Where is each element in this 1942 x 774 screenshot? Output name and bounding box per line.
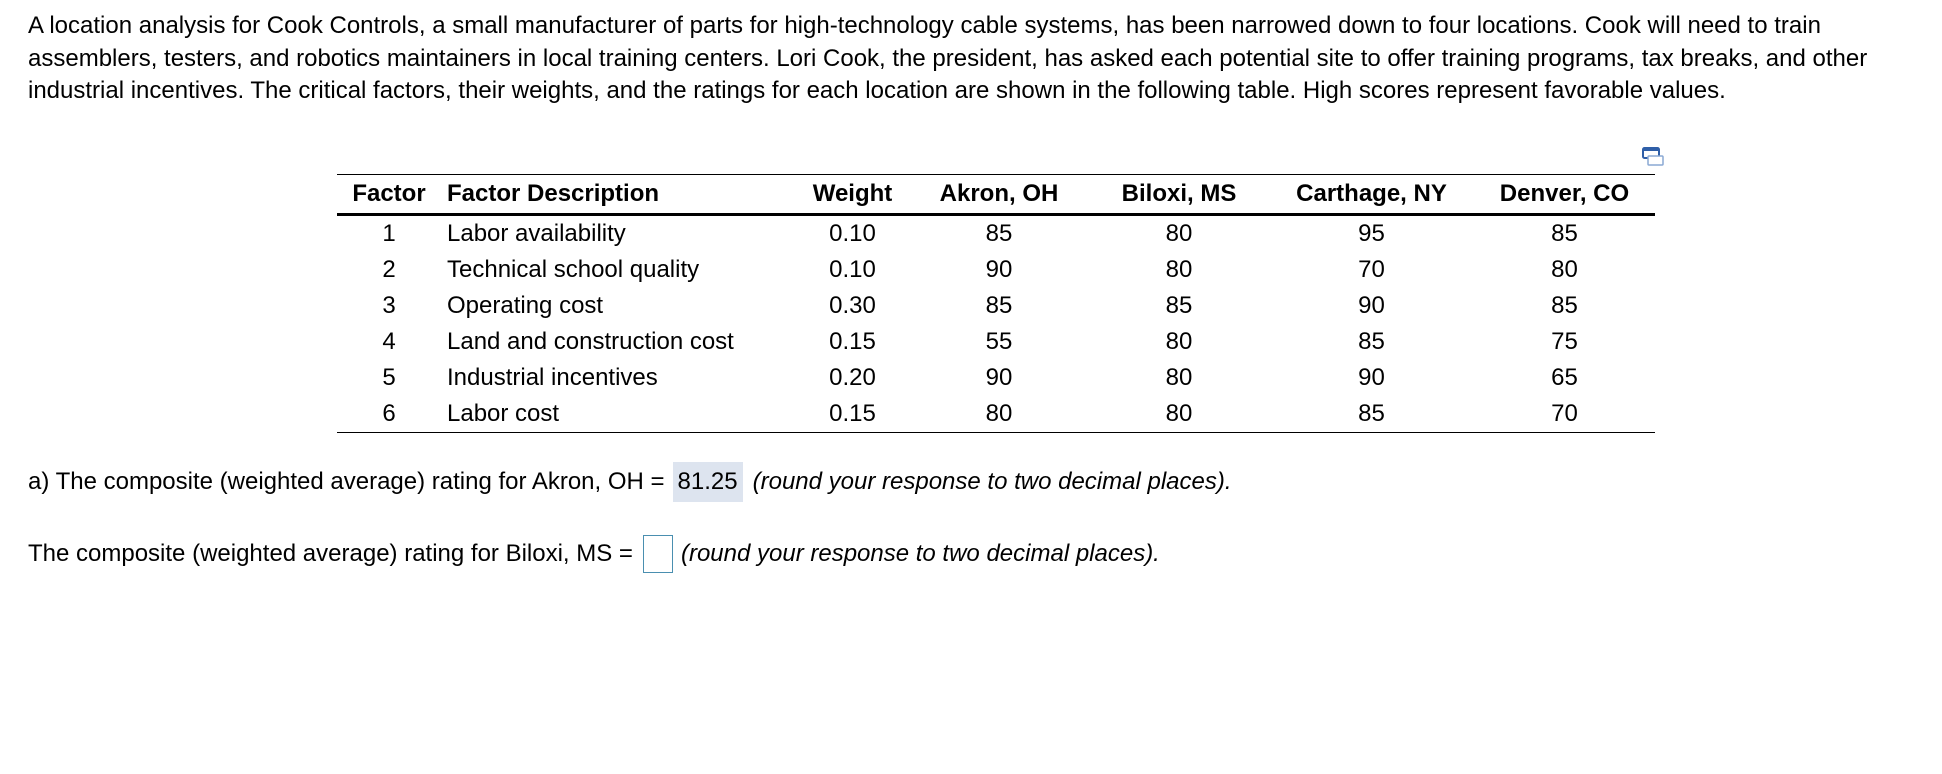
header-description: Factor Description — [447, 180, 660, 207]
cell-denver: 65 — [1551, 364, 1578, 391]
cell-biloxi: 80 — [1165, 328, 1193, 355]
cell-carthage: 70 — [1358, 256, 1385, 283]
cell-akron: 90 — [985, 256, 1013, 283]
biloxi-answer-input[interactable] — [643, 535, 673, 573]
cell-carthage: 90 — [1358, 292, 1385, 319]
question-akron-hint: (round your response to two decimal places). — [752, 468, 1232, 495]
cell-factor: 5 — [382, 364, 396, 391]
cell-description: Labor availability — [447, 220, 626, 247]
question-biloxi — [28, 534, 1160, 574]
cell-denver: 80 — [1551, 256, 1578, 283]
cell-akron: 55 — [985, 328, 1013, 355]
cell-description: Labor cost — [447, 400, 560, 427]
cell-akron: 85 — [985, 220, 1013, 247]
cell-carthage: 95 — [1358, 220, 1385, 247]
cell-factor: 3 — [382, 292, 396, 319]
header-biloxi: Biloxi, MS — [1121, 180, 1237, 207]
question-akron-prompt: a) The composite (weighted average) rating for Akron, OH = — [28, 468, 665, 495]
cell-denver: 85 — [1551, 292, 1578, 319]
table-row — [337, 215, 1655, 253]
location-factor-table — [337, 174, 1655, 433]
cell-description: Industrial incentives — [447, 364, 658, 391]
header-carthage: Carthage, NY — [1296, 180, 1447, 207]
cell-weight: 0.10 — [829, 256, 876, 283]
question-biloxi-prompt: The composite (weighted average) rating for Biloxi, MS = — [28, 540, 633, 567]
header-akron: Akron, OH — [939, 180, 1059, 207]
cell-description: Technical school quality — [447, 256, 700, 283]
table-row — [337, 324, 1655, 360]
cell-akron: 90 — [985, 364, 1013, 391]
cell-factor: 6 — [382, 400, 396, 427]
table-row — [337, 288, 1655, 324]
table-row — [337, 252, 1655, 288]
cell-factor: 1 — [382, 220, 396, 247]
header-factor: Factor — [352, 180, 426, 207]
cell-factor: 2 — [382, 256, 396, 283]
question-akron — [28, 462, 1232, 502]
header-weight: Weight — [812, 180, 893, 207]
cell-weight: 0.15 — [829, 328, 876, 355]
cell-carthage: 90 — [1358, 364, 1385, 391]
cell-biloxi: 85 — [1165, 292, 1193, 319]
table-header-row — [337, 175, 1655, 215]
cell-weight: 0.30 — [829, 292, 876, 319]
table-row — [337, 396, 1655, 433]
cell-weight: 0.20 — [829, 364, 876, 391]
cell-biloxi: 80 — [1165, 364, 1193, 391]
cell-akron: 80 — [985, 400, 1013, 427]
cell-weight: 0.15 — [829, 400, 876, 427]
header-denver: Denver, CO — [1499, 180, 1630, 207]
cell-factor: 4 — [382, 328, 396, 355]
cell-biloxi: 80 — [1165, 400, 1193, 427]
cell-denver: 75 — [1551, 328, 1578, 355]
cell-carthage: 85 — [1358, 328, 1385, 355]
table-row — [337, 360, 1655, 396]
cell-akron: 85 — [985, 292, 1013, 319]
akron-answer-field[interactable]: 81.25 — [673, 462, 743, 502]
cell-denver: 85 — [1551, 220, 1578, 247]
cell-biloxi: 80 — [1165, 256, 1193, 283]
cell-weight: 0.10 — [829, 220, 876, 247]
cell-biloxi: 80 — [1165, 220, 1193, 247]
cell-carthage: 85 — [1358, 400, 1385, 427]
cell-description: Operating cost — [447, 292, 604, 319]
copy-table-icon[interactable] — [1642, 147, 1666, 167]
problem-statement: A location analysis for Cook Controls, a small manufacturer of parts for high-technology cable systems, has been narrowed down to four locations. Cook will need to train assemblers, testers, and robotics maintainers in local training centers. Lori Cook, the president, has asked each potential site to offer training programs, tax breaks, and other industrial incentives. The critical factors, their weights, and the ratings for each location are shown in the following table. High scores represent favorable values. — [28, 12, 1868, 104]
cell-denver: 70 — [1551, 400, 1578, 427]
cell-description: Land and construction cost — [447, 328, 734, 355]
question-biloxi-hint: (round your response to two decimal places). — [680, 540, 1160, 567]
